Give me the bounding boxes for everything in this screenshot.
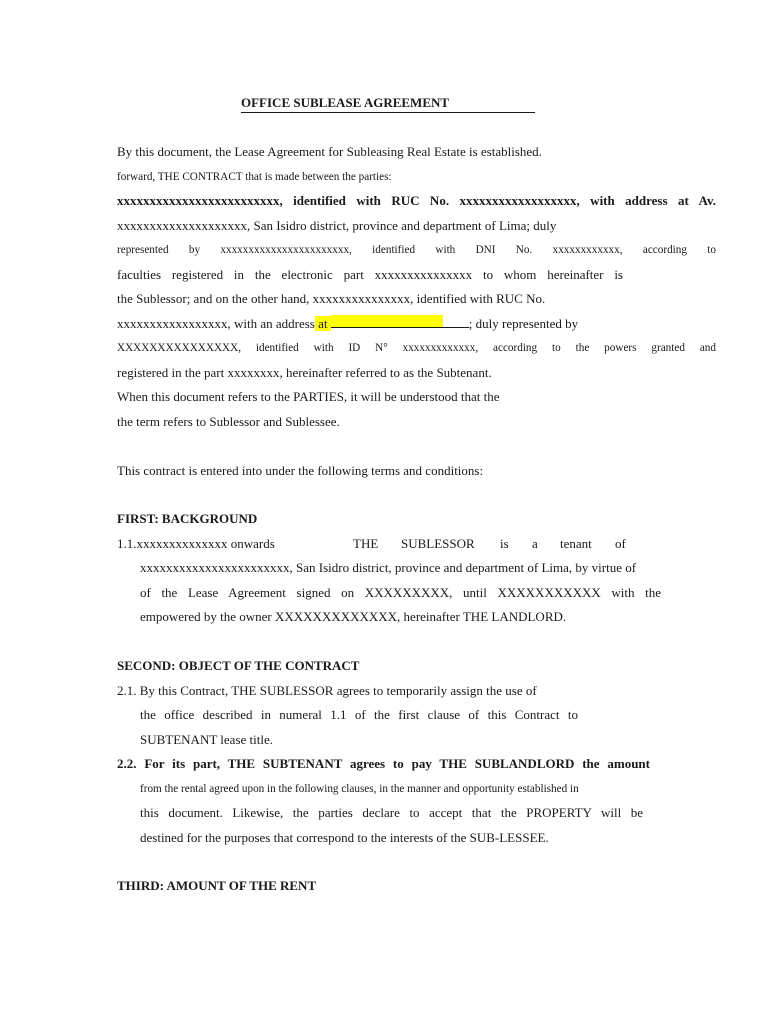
clause-word: of <box>615 536 626 551</box>
address-blank-field[interactable] <box>331 315 443 328</box>
clause-2-1-line: 2.1. By this Contract, THE SUBLESSOR agrees to temporarily assign the use of <box>117 683 537 698</box>
clause-2-2-line: destined for the purposes that correspond to the interests of the SUB-LESSEE. <box>140 830 549 845</box>
intro-line: By this document, the Lease Agreement for Subleasing Real Estate is established. <box>117 144 542 159</box>
section-heading-third: THIRD: AMOUNT OF THE RENT <box>117 878 317 893</box>
parties-definition: When this document refers to the PARTIES, it will be understood that the <box>117 389 500 404</box>
party-line: faculties registered in the electronic part xxxxxxxxxxxxxxx to whom hereinafter is <box>117 267 623 282</box>
section-heading-second: SECOND: OBJECT OF THE CONTRACT <box>117 658 360 673</box>
address-at-highlight: at <box>314 316 331 331</box>
clause-1-1-line: of the Lease Agreement signed on XXXXXXXXX, until XXXXXXXXXXX with the <box>140 585 661 600</box>
clause-word: THE <box>353 536 379 551</box>
party-line: the Sublessor; and on the other hand, xxxxxxxxxxxxxxx, identified with RUC No. <box>117 291 546 306</box>
party-line: registered in the part xxxxxxxx, hereinafter referred to as the Subtenant. <box>117 365 492 380</box>
address-blank-underline <box>443 315 469 328</box>
document-title: OFFICE SUBLEASE AGREEMENT <box>241 94 535 113</box>
intro-line: forward, THE CONTRACT that is made between the parties: <box>117 171 392 183</box>
parties-definition: the term refers to Sublessor and Sublessee. <box>117 414 340 429</box>
clause-2-1-line: the office described in numeral 1.1 of the first clause of this Contract to <box>140 707 578 722</box>
party-line: xxxxxxxxxxxxxxxxxxxx, San Isidro district, province and department of Lima; duly <box>117 218 557 233</box>
clause-2-1-line: SUBTENANT lease title. <box>140 732 273 747</box>
clause-2-2-line: from the rental agreed upon in the following clauses, in the manner and opportunity established in <box>140 783 579 795</box>
section-heading-first: FIRST: BACKGROUND <box>117 511 258 526</box>
terms-intro: This contract is entered into under the following terms and conditions: <box>117 463 484 478</box>
party-line: XXXXXXXXXXXXXXX, identified with ID N° xxxxxxxxxxxxx, according to the powers granted and <box>117 342 716 354</box>
clause-1-1-line: empowered by the owner XXXXXXXXXXXXX, hereinafter THE LANDLORD. <box>140 609 567 624</box>
clause-word: a <box>532 536 538 551</box>
clause-1-1-line: xxxxxxxxxxxxxxxxxxxxxxx, San Isidro district, province and department of Lima, by virtue of <box>140 560 637 575</box>
address-suffix: ; duly represented by <box>468 316 579 331</box>
clause-word: tenant <box>560 536 592 551</box>
clause-1-1-start: 1.1.xxxxxxxxxxxxxx onwards <box>117 536 275 551</box>
address-line <box>117 315 716 333</box>
clause-word: is <box>500 536 509 551</box>
clause-word: SUBLESSOR <box>401 536 475 551</box>
clause-1-1-line <box>117 535 627 553</box>
party-line: xxxxxxxxxxxxxxxxxxxxxxxxx, identified with RUC No. xxxxxxxxxxxxxxxxxx, with address at Av. <box>117 193 716 208</box>
clause-2-2-line: 2.2. For its part, THE SUBTENANT agrees to pay THE SUBLANDLORD the amount <box>117 756 650 771</box>
party-line: represented by xxxxxxxxxxxxxxxxxxxxxxx, identified with DNI No. xxxxxxxxxxxx, according to <box>117 244 716 256</box>
clause-2-2-line: this document. Likewise, the parties declare to accept that the PROPERTY will be <box>140 805 643 820</box>
address-prefix: xxxxxxxxxxxxxxxxx, with an address <box>117 316 315 331</box>
